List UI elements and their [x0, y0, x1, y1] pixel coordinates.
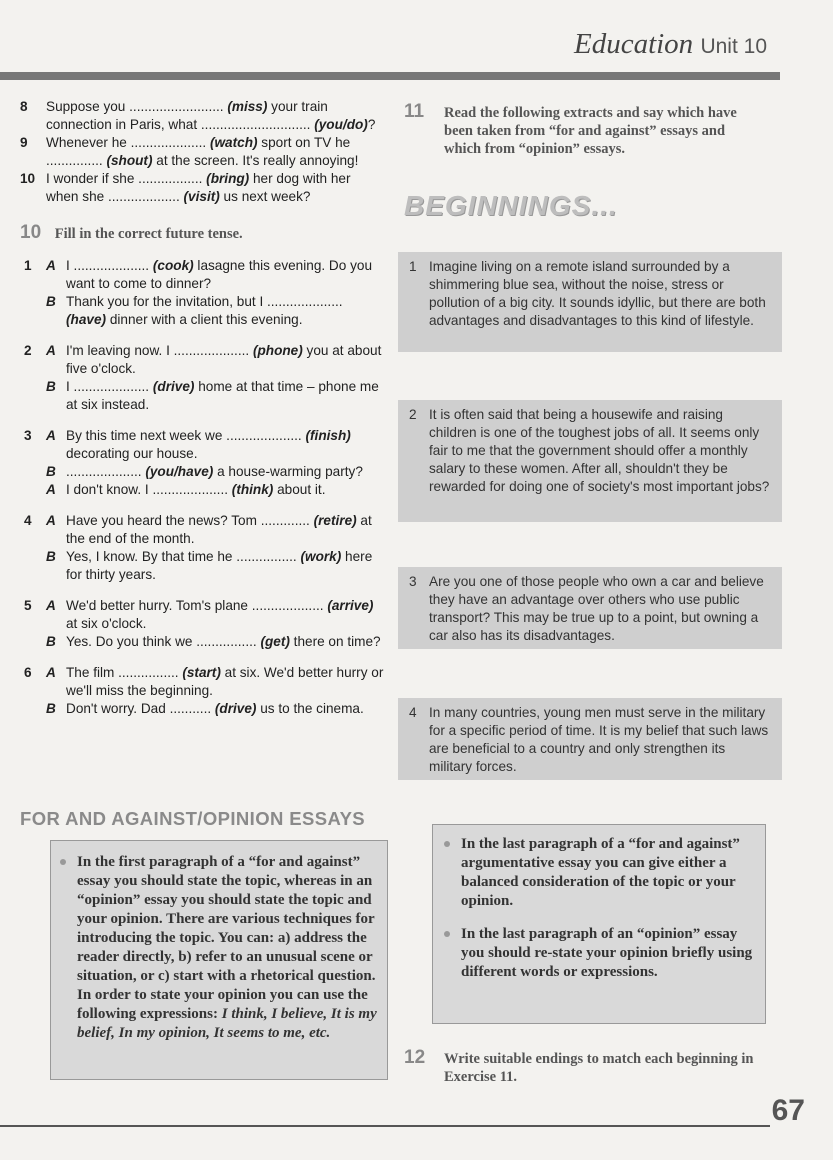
- verb-prompt: (visit): [183, 189, 220, 204]
- extract-number: 2: [409, 407, 417, 422]
- footer-rule: [0, 1125, 770, 1127]
- dialogue-line: [20, 463, 385, 481]
- extract-number: 1: [409, 259, 417, 274]
- tip-expressions: I think, I believe, It is my belief, In my opinion, It seems to me, etc.: [77, 1006, 377, 1041]
- speaker-label: B: [46, 634, 56, 649]
- bullet-icon: [444, 841, 450, 847]
- exercise-title: Read the following extracts and say which have been taken from “for and against” essays and which from “opinion” essays.: [444, 105, 737, 157]
- speaker-label: B: [46, 379, 56, 394]
- speaker-label: B: [46, 294, 56, 309]
- dialogue: [20, 257, 385, 329]
- dialogue-line: [20, 633, 385, 651]
- sentence-text: Thank you for the invitation, but I ....................: [66, 294, 343, 309]
- exercise-12-heading: [404, 1047, 764, 1086]
- section-title: FOR AND AGAINST/OPINION ESSAYS: [20, 808, 366, 829]
- speaker-label: A: [46, 343, 56, 358]
- sentence-text: home at that time – phone me at six instead.: [66, 379, 379, 412]
- extract-2: [398, 400, 782, 522]
- sentence-text: at six. We'd better hurry or we'll miss the beginning.: [66, 665, 384, 698]
- sentence-text: at six o'clock.: [66, 616, 147, 631]
- speaker-label: A: [46, 428, 56, 443]
- sentence-text: there on time?: [289, 634, 381, 649]
- bullet-icon: [444, 931, 450, 937]
- verb-prompt: (cook): [152, 258, 194, 273]
- dialogue-number: 4: [24, 513, 32, 528]
- dialogue-line: [20, 342, 385, 378]
- dialogue-line: [20, 512, 385, 548]
- sentence-text: I wonder if she .................: [46, 171, 207, 186]
- sentence-text: Yes. Do you think we ................: [66, 634, 261, 649]
- tip-box-left: [50, 840, 388, 1080]
- sentence-text: decorating our house.: [66, 446, 198, 461]
- sentence-text: lasagne this evening. Do you want to come to dinner?: [66, 258, 373, 291]
- verb-prompt: (think): [231, 482, 274, 497]
- sentence-text: us next week?: [219, 189, 311, 204]
- extract-number: 4: [409, 705, 417, 720]
- dialogue-line: [20, 548, 385, 584]
- header-rule: [0, 72, 780, 80]
- dialogue: [20, 664, 385, 718]
- verb-prompt: (bring): [206, 171, 250, 186]
- item-number: 8: [20, 99, 28, 114]
- tip-text: In the last paragraph of an “opinion” essay you should re-state your opinion briefly using different words or expressions.: [461, 926, 753, 980]
- sentence-text: about it.: [273, 482, 326, 497]
- tip-item: [461, 835, 755, 911]
- dialogue-line: [20, 293, 385, 329]
- dialogue-line: [20, 597, 385, 633]
- exercise-10-heading: [20, 224, 385, 243]
- extract-3: [398, 567, 782, 649]
- sentence-text: Have you heard the news? Tom .............: [66, 513, 314, 528]
- sentence-text: at the end of the month.: [66, 513, 372, 546]
- verb-prompt: (drive): [214, 701, 257, 716]
- speaker-label: B: [46, 464, 56, 479]
- extract-1: [398, 252, 782, 352]
- dialogue: [20, 512, 385, 584]
- verb-prompt: (you/do): [314, 117, 368, 132]
- tip-text: In the last paragraph of a “for and against” argumentative essay you can give either a balanced consideration of the topic or your opinion.: [461, 836, 740, 909]
- dialogue: [20, 342, 385, 414]
- speaker-label: A: [46, 258, 56, 273]
- extract-text: In many countries, young men must serve in the military for a specific period of time. It is my belief that such laws are beneficial to a country and only strengthen its military forces.: [429, 705, 769, 774]
- verb-prompt: (start): [182, 665, 221, 680]
- speaker-label: A: [46, 665, 56, 680]
- verb-prompt: (shout): [106, 153, 153, 168]
- extract-4: [398, 698, 782, 780]
- verb-prompt: (you/have): [145, 464, 214, 479]
- sentence-text: you at about five o'clock.: [66, 343, 382, 376]
- sentence-text: I ....................: [66, 379, 153, 394]
- extract-text: Are you one of those people who own a car and believe they have an advantage over others who use public transport? This may be true up to a point, but owning a car also has its disadvantages.: [429, 574, 764, 643]
- header-unit-label: Unit: [700, 35, 738, 58]
- dialogue: [20, 427, 385, 499]
- verb-prompt: (phone): [252, 343, 303, 358]
- sentence-text: dinner with a client this evening.: [106, 312, 303, 327]
- sentence-text: a house-warming party?: [213, 464, 363, 479]
- sentence-text: us to the cinema.: [256, 701, 364, 716]
- sentence-text: your train connection in Paris, what .............................: [46, 99, 328, 132]
- tip-box-right: [432, 824, 766, 1024]
- verb-prompt: (arrive): [327, 598, 374, 613]
- dialogue-line: [20, 700, 385, 718]
- page-number: 67: [771, 1094, 805, 1127]
- dialogue-number: 5: [24, 598, 32, 613]
- sentence-text: Whenever he ....................: [46, 135, 210, 150]
- dialogue-line: [20, 481, 385, 499]
- exercise-item: [20, 134, 385, 170]
- beginnings-title: BEGINNINGS...: [404, 190, 618, 221]
- verb-prompt: (have): [66, 312, 107, 327]
- verb-prompt: (work): [300, 549, 342, 564]
- speaker-label: A: [46, 482, 56, 497]
- sentence-text: ?: [367, 117, 376, 132]
- exercise-number: 10: [20, 222, 42, 243]
- sentence-text: I'm leaving now. I ....................: [66, 343, 253, 358]
- sentence-text: By this time next week we ....................: [66, 428, 306, 443]
- dialogue-number: 2: [24, 343, 32, 358]
- dialogue-line: [20, 378, 385, 414]
- exercise-number: 12: [404, 1047, 426, 1068]
- verb-prompt: (get): [260, 634, 290, 649]
- sentence-text: I don't know. I ....................: [66, 482, 232, 497]
- sentence-text: at the screen. It's really annoying!: [152, 153, 359, 168]
- exercise-11-heading: [404, 101, 764, 158]
- tip-item: [461, 925, 755, 982]
- dialogue-number: 3: [24, 428, 32, 443]
- bullet-icon: [60, 859, 66, 865]
- exercise-title: Fill in the correct future tense.: [54, 226, 243, 242]
- verb-prompt: (watch): [209, 135, 258, 150]
- verb-prompt: (finish): [305, 428, 351, 443]
- item-number: 9: [20, 135, 28, 150]
- sentence-text: her dog with her when she ...................: [46, 171, 351, 204]
- extract-number: 3: [409, 574, 417, 589]
- verb-prompt: (miss): [227, 99, 268, 114]
- tip-text: In the first paragraph of a “for and against” essay you should state the topic, whereas in an “opinion” essay you should state the topic and your opinion. There are various techniques for introducing the topic. You can: a) address the reader directly, b) refer to an unusual scene or situation, or c) start with a rhetorical question. In order to state your opinion you can use the following expressions:: [77, 854, 376, 1022]
- dialogue-line: [20, 427, 385, 463]
- sentence-text: We'd better hurry. Tom's plane ...................: [66, 598, 328, 613]
- speaker-label: A: [46, 513, 56, 528]
- header-unit: [700, 35, 767, 58]
- verb-prompt: (drive): [152, 379, 195, 394]
- extract-text: Imagine living on a remote island surrounded by a shimmering blue sea, without the noise, stress or pollution of a big city. It sounds idyllic, but there are both advantages and disadvantages to this kind of lifestyle.: [429, 259, 766, 328]
- dialogue: [20, 597, 385, 651]
- speaker-label: B: [46, 549, 56, 564]
- exercise-number: 11: [404, 101, 425, 122]
- exercise-10-dialogues: [20, 257, 385, 718]
- sentence-text: The film ................: [66, 665, 183, 680]
- sentence-text: Don't worry. Dad ...........: [66, 701, 215, 716]
- sentence-text: I ....................: [66, 258, 153, 273]
- header-unit-number: 10: [743, 35, 767, 58]
- verb-prompt: (retire): [313, 513, 357, 528]
- sentence-text: Suppose you .........................: [46, 99, 228, 114]
- dialogue-line: [20, 257, 385, 293]
- sentence-text: sport on TV he ...............: [46, 135, 351, 168]
- dialogue-number: 1: [24, 258, 32, 273]
- speaker-label: B: [46, 701, 56, 716]
- page-header: [574, 28, 767, 61]
- dialogue-line: [20, 664, 385, 700]
- sentence-text: ....................: [66, 464, 146, 479]
- exercise-item: [20, 98, 385, 134]
- exercise-item: [20, 170, 385, 206]
- previous-exercise-items: [20, 98, 385, 206]
- item-number: 10: [20, 171, 36, 186]
- sentence-text: Yes, I know. By that time he ................: [66, 549, 301, 564]
- dialogue-number: 6: [24, 665, 32, 680]
- sentence-text: here for thirty years.: [66, 549, 373, 582]
- header-title: Education: [573, 28, 694, 60]
- extract-text: It is often said that being a housewife and raising children is one of the toughest jobs of all. It seems only fair to me that the government should offer a monthly salary to these women. After all, shouldn't they be rewarded for doing one of society's most important jobs?: [429, 407, 770, 494]
- exercise-title: Write suitable endings to match each beginning in Exercise 11.: [444, 1051, 754, 1085]
- left-column: [20, 98, 385, 731]
- speaker-label: A: [46, 598, 56, 613]
